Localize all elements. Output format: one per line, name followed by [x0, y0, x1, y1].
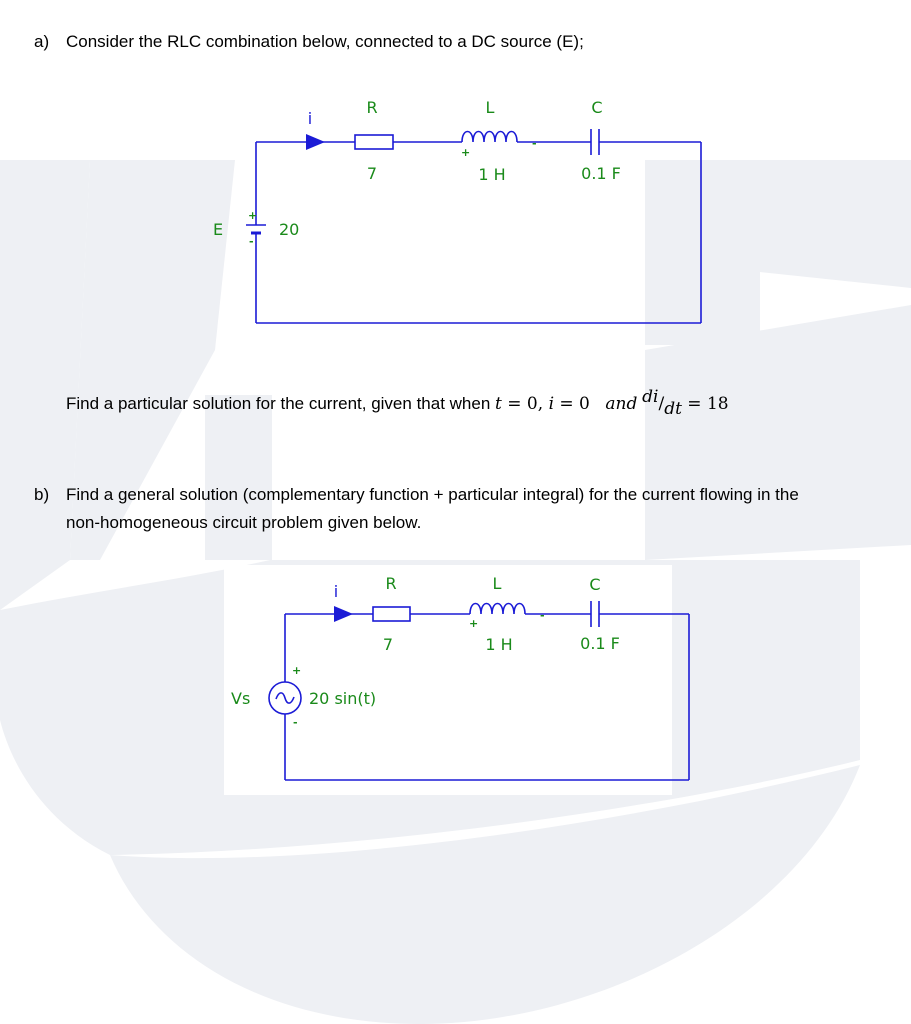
circuit-a-battery-plus: +: [248, 209, 258, 222]
circuit-b-current-label: i: [333, 582, 339, 601]
circuit-b-inductor-value: 1 H: [485, 635, 513, 654]
eq-eq1: = 0,: [501, 394, 549, 414]
circuit-a-inductor-plus: +: [461, 146, 471, 159]
circuit-b-source-value: 20 sin(t): [309, 689, 377, 708]
circuit-a-inductor-minus: -: [532, 137, 537, 150]
eq-value: = 18: [681, 394, 729, 414]
circuit-b-source-plus: +: [292, 664, 302, 677]
circuit-a-source-value: 20: [279, 220, 300, 239]
circuit-b-resistor-label: R: [385, 574, 397, 593]
circuit-b-inductor-minus: -: [540, 609, 545, 622]
part-a-marker: a): [34, 32, 50, 51]
eq-and: and: [605, 394, 638, 414]
circuit-b-capacitor-value: 0.1 F: [580, 634, 620, 653]
circuit-b-resistor-value: 7: [382, 635, 394, 654]
circuit-a-battery-minus: -: [249, 235, 254, 248]
circuit-b-sine-icon: [276, 693, 294, 703]
eq-di: di: [642, 387, 659, 407]
circuit-b-inductor-label: L: [492, 574, 502, 593]
circuit-a-inductor-value: 1 H: [478, 165, 506, 184]
circuit-b-capacitor-label: C: [589, 575, 601, 594]
eq-slash: /: [658, 394, 665, 414]
circuit-a-resistor-label: R: [366, 98, 378, 117]
eq-i: i: [548, 394, 554, 414]
eq-dt: dt: [664, 399, 682, 419]
part-a-question-text: Find a particular solution for the current, given that when: [66, 394, 491, 413]
circuit-a-capacitor-label: C: [591, 98, 603, 117]
circuit-a-source-label: E: [213, 220, 224, 239]
circuit-b-inductor-plus: +: [469, 617, 479, 630]
circuit-b-current-arrow: [334, 606, 353, 622]
circuit-a-capacitor-value: 0.1 F: [581, 164, 621, 183]
part-b-marker: b): [34, 485, 50, 504]
circuit-a-current-label: i: [307, 109, 313, 128]
circuit-a-resistor-value: 7: [366, 164, 378, 183]
eq-eq2: = 0: [554, 394, 601, 414]
part-b-line1: Find a general solution (complementary function + particular integral) for the current flowing in the: [66, 485, 799, 504]
circuit-b-resistor: [373, 607, 410, 621]
part-b-line2: non-homogeneous circuit problem given below.: [66, 513, 422, 532]
circuit-b-source-label: Vs: [231, 689, 251, 708]
part-a-intro: Consider the RLC combination below, connected to a DC source (E);: [66, 32, 584, 51]
eq-t: t: [495, 394, 502, 414]
circuit-b-source-minus: -: [293, 716, 298, 729]
circuit-b-inductor: [470, 604, 525, 615]
circuit-a-inductor-label: L: [485, 98, 495, 117]
